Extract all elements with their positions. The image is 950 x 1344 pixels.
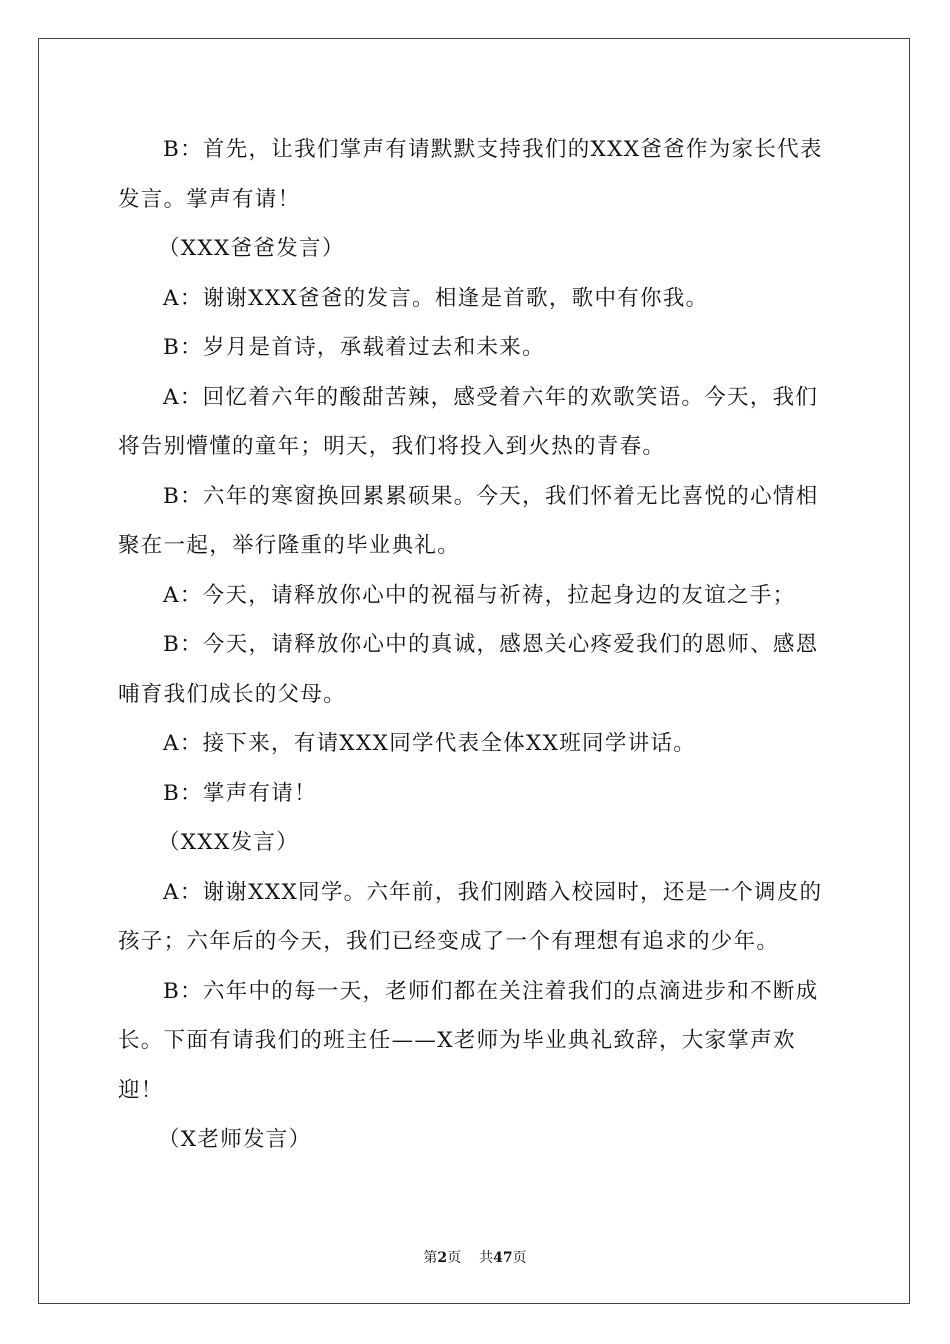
paragraph-3: A：谢谢XXX爸爸的发言。相逢是首歌，歌中有你我。	[163, 285, 709, 311]
paragraph-4: B：岁月是首诗，承载着过去和未来。	[163, 335, 545, 360]
page-current: 2	[437, 1250, 448, 1266]
total-prefix: 共	[479, 1250, 494, 1266]
paragraph-11: （XXX发言）	[158, 830, 300, 855]
paragraph-10: B：掌声有请！	[163, 780, 317, 806]
page-prefix: 第	[423, 1250, 438, 1266]
total-suffix: 页	[512, 1250, 527, 1266]
document-body	[118, 125, 838, 1165]
paragraph-13: B：六年中的每一天，老师们都在关注着我们的点滴进步和不断成长。下面有请我们的班主任——X老师为毕业典礼致辞，大家掌声欢迎！	[118, 978, 819, 1103]
paragraph-5: A：回忆着六年的酸甜苦辣，感受着六年的欢歌笑语。今天，我们将告别懵懂的童年；明天，我们将投入到火热的青春。	[118, 384, 819, 459]
paragraph-14: （X老师发言）	[158, 1127, 312, 1152]
paragraph-6: B：六年的寒窗换回累累硕果。今天，我们怀着无比喜悦的心情相聚在一起，举行隆重的毕业典礼。	[118, 483, 819, 558]
paragraph-8: B：今天，请释放你心中的真诚，感恩关心疼爱我们的恩师、感恩哺育我们成长的父母。	[118, 632, 819, 707]
paragraph-7: A：今天，请释放你心中的祝福与祈祷，拉起身边的友谊之手；	[163, 582, 796, 608]
page-total: 47	[493, 1250, 513, 1266]
paragraph-9: A：接下来，有请XXX同学代表全体XX班同学讲话。	[163, 731, 697, 756]
paragraph-1: B：首先，让我们掌声有请默默支持我们的XXX爸爸作为家长代表发言。掌声有请！	[118, 137, 823, 212]
page-suffix: 页	[447, 1250, 462, 1266]
paragraph-12: A：谢谢XXX同学。六年前，我们刚踏入校园时，还是一个调皮的孩子；六年后的今天，我们已经变成了一个有理想有追求的少年。	[118, 879, 823, 954]
paragraph-2: （XXX爸爸发言）	[158, 236, 345, 261]
page-footer	[0, 1247, 950, 1267]
